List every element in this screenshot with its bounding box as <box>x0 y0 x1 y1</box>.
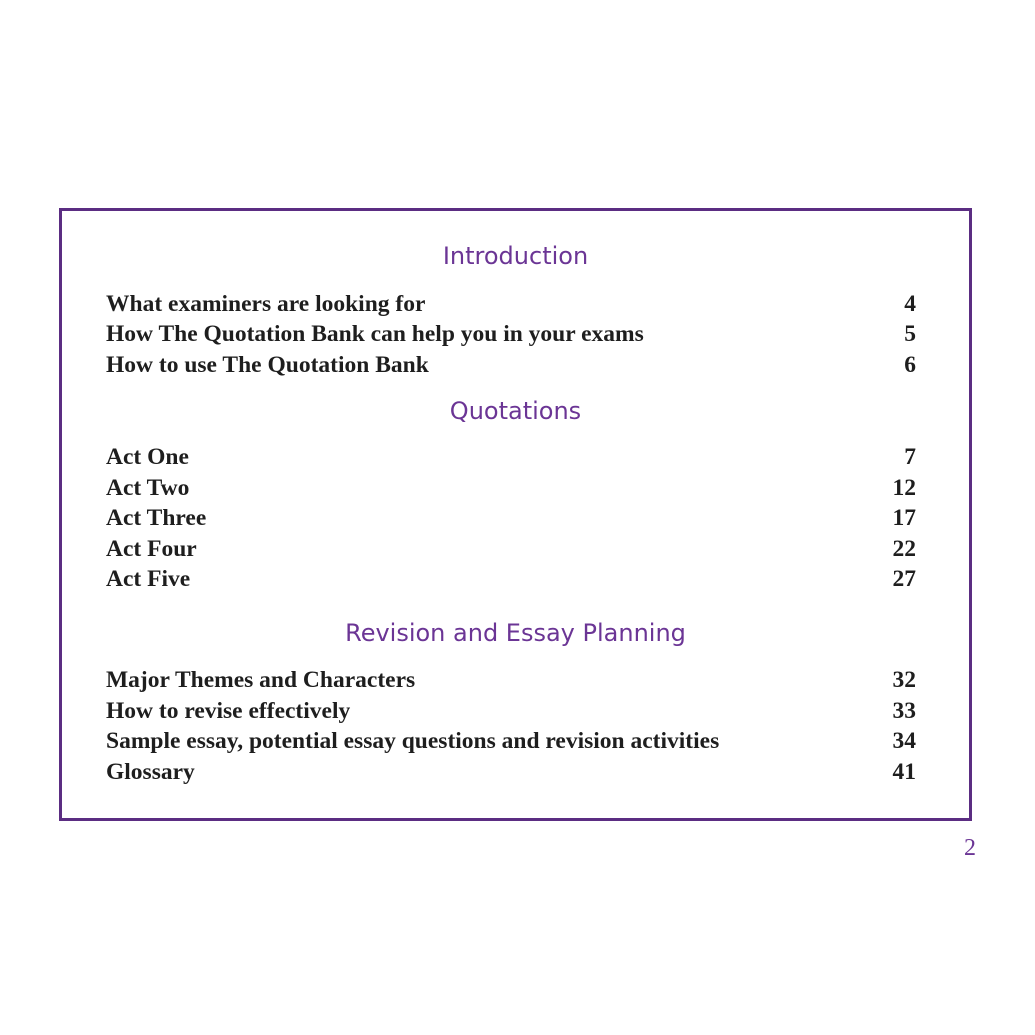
toc-entry-title: How to revise effectively <box>106 698 351 724</box>
toc-entry-page: 17 <box>892 505 916 531</box>
toc-entry[interactable] <box>106 534 916 564</box>
toc-entry[interactable] <box>106 665 916 695</box>
toc-entry-page: 7 <box>904 444 916 470</box>
toc-entry-title: Act Five <box>106 566 191 592</box>
toc-entry[interactable] <box>106 442 916 472</box>
toc-entry[interactable] <box>106 564 916 594</box>
toc-entry-title: Act Four <box>106 536 197 562</box>
toc-entry-title: How The Quotation Bank can help you in your exams <box>106 321 644 347</box>
toc-entry[interactable] <box>106 696 916 726</box>
toc-entry-title: Sample essay, potential essay questions and revision activities <box>106 728 720 754</box>
table-of-contents <box>59 208 972 821</box>
toc-entry-page: 34 <box>892 728 916 754</box>
toc-entry-title: Act One <box>106 444 189 470</box>
toc-entry-page: 4 <box>904 291 916 317</box>
section-heading-introduction: Introduction <box>442 242 589 270</box>
toc-entry-title: Act Three <box>106 505 207 531</box>
toc-entry-page: 33 <box>892 698 916 724</box>
toc-entry-page: 6 <box>904 352 916 378</box>
section-heading-revision: Revision and Essay Planning <box>345 619 686 647</box>
section-heading-quotations: Quotations <box>449 397 582 425</box>
toc-entry-page: 27 <box>892 566 916 592</box>
toc-entry-page: 12 <box>892 475 916 501</box>
toc-entry-title: Glossary <box>106 759 195 785</box>
toc-entry-title: Act Two <box>106 475 190 501</box>
toc-entry[interactable] <box>106 350 916 380</box>
toc-entry-page: 22 <box>892 536 916 562</box>
toc-entry-title: How to use The Quotation Bank <box>106 352 429 378</box>
toc-entry[interactable] <box>106 503 916 533</box>
toc-entry[interactable] <box>106 473 916 503</box>
toc-entry-page: 32 <box>892 667 916 693</box>
toc-entry-page: 5 <box>904 321 916 347</box>
toc-entry[interactable] <box>106 726 916 756</box>
toc-entry[interactable] <box>106 289 916 319</box>
toc-entry[interactable] <box>106 319 916 349</box>
toc-entry-title: Major Themes and Characters <box>106 667 416 693</box>
toc-entry-page: 41 <box>892 759 916 785</box>
toc-entry[interactable] <box>106 757 916 787</box>
page-number: 2 <box>964 835 976 861</box>
toc-entry-title: What examiners are looking for <box>106 291 426 317</box>
